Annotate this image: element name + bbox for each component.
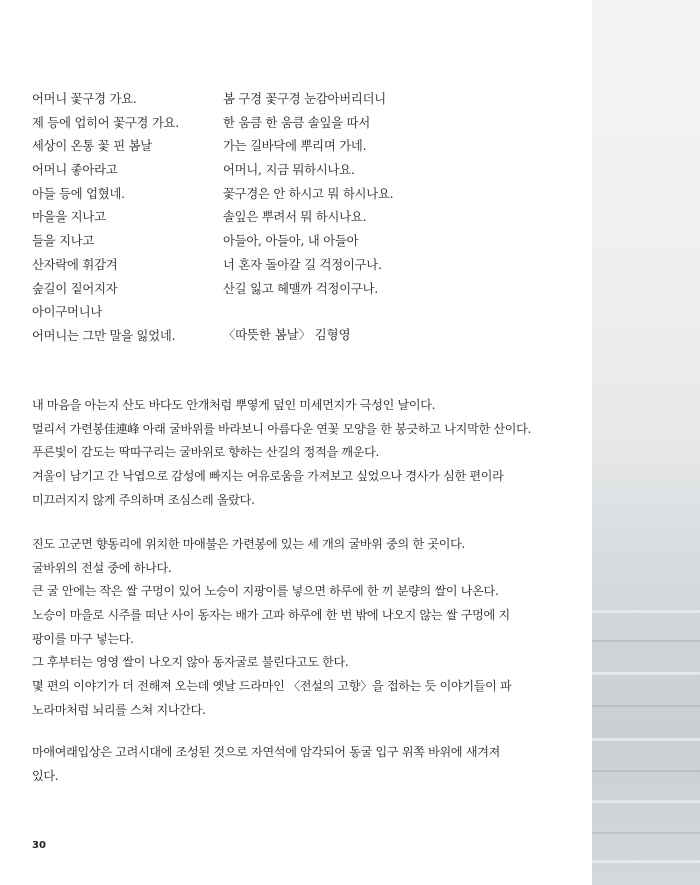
- prose-line: 노라마처럼 뇌리를 스쳐 지나간다.: [32, 702, 206, 717]
- poem-line: 어머니 꽃구경 가요.: [32, 92, 137, 106]
- prose-line: 마애여래입상은 고려시대에 조성된 것으로 자연석에 암각되어 동굴 입구 위쪽 바위에 새겨져: [32, 745, 500, 759]
- poem-line: 한 움큼 한 움큼 솔잎을 따서: [223, 115, 371, 130]
- poem-line: 봄 구경 꽃구경 눈감아버리더니: [223, 92, 386, 106]
- poem-line: 아들아, 아들아, 내 아들아: [223, 234, 359, 249]
- poem-line: 아이구머니나: [32, 305, 103, 320]
- poem-line: 가는 길바닥에 뿌리며 가네.: [223, 139, 367, 154]
- poem-line: 꽃구경은 안 하시고 뭐 하시나요.: [223, 186, 394, 201]
- poem-line: 산자락에 휘감겨: [32, 257, 118, 272]
- poem-line: 마을을 지나고: [32, 210, 106, 225]
- prose-paragraph-3: [32, 741, 552, 788]
- prose-line: 굴바위의 전설 중에 하나다.: [32, 560, 172, 575]
- poem-line: 너 혼자 돌아갈 길 걱정이구나.: [223, 257, 382, 272]
- prose-paragraph-1: [32, 394, 552, 512]
- poem-line: 세상이 온통 꽃 핀 봄날: [32, 139, 152, 154]
- page-number: 30: [32, 840, 46, 851]
- poem-line: 제 등에 업히어 꽃구경 가요.: [32, 115, 180, 130]
- poem-line: 아들 등에 업혔네.: [32, 186, 125, 201]
- poem-line: 숲길이 짙어지자: [32, 281, 118, 296]
- prose-line: 겨울이 남기고 간 낙엽으로 감성에 빠지는 여유로움을 가져보고 싶었으나 경사가 심한 편이라: [32, 469, 504, 484]
- prose-line: 노승이 마을로 시주를 떠난 사이 동자는 배가 고파 하루에 한 번 밖에 나오지 않는 쌀 구멍에 지: [32, 608, 510, 623]
- poem-line: 들을 지나고: [32, 234, 95, 249]
- prose-line: 있다.: [32, 768, 59, 783]
- poem-line: 어머니 좋아라고: [32, 163, 118, 178]
- prose-line: 팡이를 마구 넣는다.: [32, 631, 134, 646]
- poem-line: 어머니는 그만 말을 잃었네.: [32, 328, 176, 343]
- prose-line: 큰 굴 안에는 작은 쌀 구멍이 있어 노승이 지팡이를 넣으면 하루에 한 끼 분량의 쌀이 나온다.: [32, 584, 499, 599]
- prose-line: 그 후부터는 영영 쌀이 나오지 않아 동자굴로 불린다고도 한다.: [32, 655, 349, 670]
- prose-paragraph-2: [32, 533, 552, 723]
- sea-photo-strip: [592, 0, 700, 885]
- poem-left-column: [32, 88, 179, 349]
- poem-line: 어머니, 지금 뭐하시나요.: [223, 163, 355, 178]
- poem-line: 솔잎은 뿌려서 뭐 하시나요.: [223, 210, 367, 225]
- prose-line: 몇 편의 이야기가 더 전해져 오는데 옛날 드라마인 〈전설의 고향〉을 접하는 듯 이야기들이 파: [32, 679, 512, 694]
- prose-line: 내 마음을 아는지 산도 바다도 안개처럼 뿌옇게 덮인 미세먼지가 극성인 날이다.: [32, 398, 436, 412]
- poem-credit: 〈따뜻한 봄날〉 김형영: [223, 328, 351, 342]
- prose-line: 미끄러지지 않게 주의하며 조심스레 올랐다.: [32, 492, 255, 507]
- prose-line: 멀리서 가련봉佳連峰 아래 굴바위를 바라보니 아름다운 연꽃 모양을 한 봉긋하고 나지막한 산이다.: [32, 421, 532, 436]
- prose-line: 진도 고군면 향동리에 위치한 마애불은 가련봉에 있는 세 개의 굴바위 중의 한 곳이다.: [32, 537, 466, 551]
- prose-line: 푸른빛이 감도는 딱따구리는 굴바위로 향하는 산길의 정적을 깨운다.: [32, 445, 380, 460]
- poem-right-column: [223, 88, 393, 301]
- poem-line: 산길 잃고 헤맬까 걱정이구나.: [223, 281, 378, 296]
